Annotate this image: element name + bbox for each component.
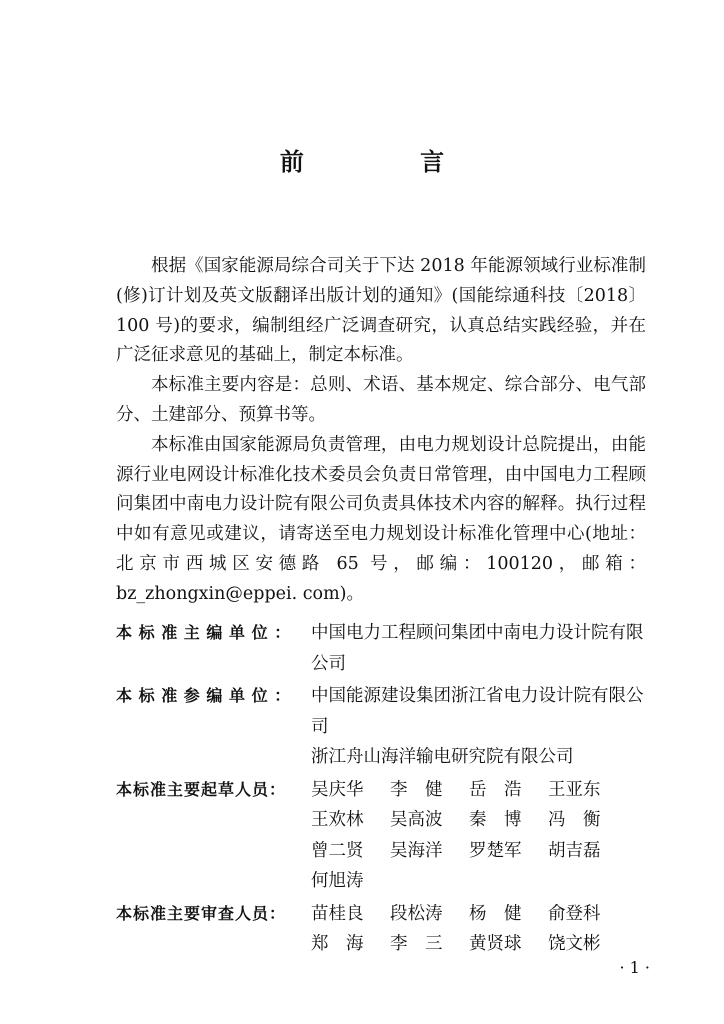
paragraph-management: 本标准由国家能源局负责管理，由电力规划设计总院提出，由能源行业电网设计标准化技术委员会负责日常管理，由中国电力工程顾问集团中南电力设计院有限公司负责具体技术内容的解释。执行过程中如有意见或建议，请寄送至电力规划设计标准化管理中心(地址：北京市西城区安德路 65 号，邮编：100120，邮箱：bz_zhongxin@eppei. com)。 <box>116 434 646 604</box>
person-name: 郑 海 <box>311 934 364 954</box>
page-title: 前 言 <box>279 148 499 176</box>
person-name: 吴庆华 <box>311 779 364 800</box>
person-name: 何旭涛 <box>311 871 364 891</box>
participating-orgs <box>311 681 656 773</box>
person-name: 王欢林 <box>311 810 364 830</box>
person-name: 饶文彬 <box>548 934 601 954</box>
person-name: 段松涛 <box>390 903 443 924</box>
person-name: 岳 浩 <box>469 779 522 800</box>
paragraph-basis: 根据《国家能源局综合司关于下达 2018 年能源领域行业标准制(修)订计划及英文版翻译出版计划的通知》(国能综通科技〔2018〕100 号)的要求，编制组经广泛调查研究，认真总结实践经验，并在广泛征求意见的基础上，制定本标准。 <box>116 256 646 366</box>
person-name: 李 三 <box>390 934 443 954</box>
person-name: 王亚东 <box>548 779 601 800</box>
person-name: 胡吉磊 <box>548 840 601 861</box>
chief-editor-orgs <box>311 618 656 679</box>
participating-label: 本标准参编单位： <box>116 686 297 705</box>
person-name: 冯 衡 <box>548 810 601 830</box>
person-name: 秦 博 <box>469 810 522 830</box>
person-name: 罗楚军 <box>469 840 522 861</box>
drafters-names <box>311 775 656 897</box>
person-name: 曾二贤 <box>311 840 364 861</box>
reviewers-row <box>116 899 656 960</box>
person-name: 苗桂良 <box>311 903 364 924</box>
foreword-body <box>116 252 646 610</box>
person-name: 吴高波 <box>390 810 443 830</box>
reviewers-names <box>311 899 656 960</box>
org-name: 中国电力工程顾问集团中南电力设计院有限公司 <box>311 623 644 674</box>
drafters-row <box>116 775 656 897</box>
credits-section <box>116 618 656 962</box>
chief-editor-row <box>116 618 656 679</box>
chief-editor-label: 本标准主编单位： <box>116 623 297 642</box>
org-name: 中国能源建设集团浙江省电力设计院有限公司 <box>311 686 644 737</box>
person-name: 俞登科 <box>548 903 601 924</box>
person-name: 黄贤球 <box>469 934 522 954</box>
person-name: 李 健 <box>390 779 443 800</box>
org-name: 浙江舟山海洋输电研究院有限公司 <box>311 747 574 767</box>
person-name: 杨 健 <box>469 903 522 924</box>
drafters-label: 本标准主要起草人员： <box>116 779 287 799</box>
page-number: · 1 · <box>619 958 650 977</box>
reviewers-label: 本标准主要审查人员： <box>116 903 287 923</box>
participating-row <box>116 681 656 773</box>
paragraph-contents: 本标准主要内容是：总则、术语、基本规定、综合部分、电气部分、土建部分、预算书等。 <box>116 375 646 425</box>
person-name: 吴海洋 <box>390 840 443 861</box>
